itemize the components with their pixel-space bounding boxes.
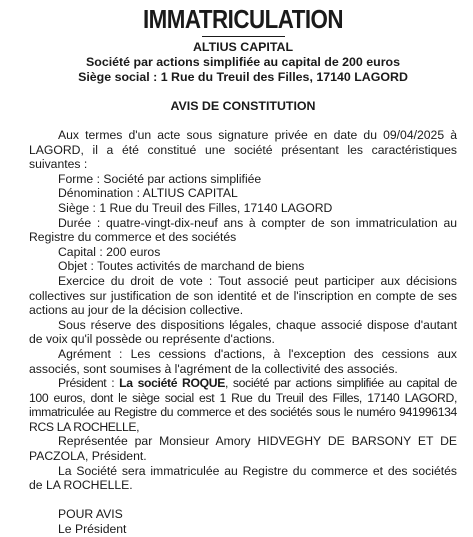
notice-body xyxy=(29,128,457,493)
capital-line: Capital : 200 euros xyxy=(58,244,161,259)
forme-line: Forme : Société par actions simplifiée xyxy=(58,171,262,186)
company-seat: Siège social : 1 Rue du Treuil des Filles, 17140 LAGORD xyxy=(78,70,408,84)
notice-heading: AVIS DE CONSTITUTION xyxy=(170,99,316,113)
signoff-pour-avis: POUR AVIS xyxy=(58,507,123,522)
title-divider xyxy=(202,36,285,37)
page-title: IMMATRICULATION xyxy=(142,4,344,34)
president-prefix: Président : xyxy=(58,376,120,391)
spacer xyxy=(29,85,457,99)
signoff-signatory: Le Président xyxy=(58,522,127,537)
signoff xyxy=(29,507,457,536)
agrement-paragraph: Agrément : Les cessions d'actions, à l'exception des cessions aux associés, sont soumises à l'agrément de la collectivité des associés. xyxy=(29,346,457,376)
company-name: ALTIUS CAPITAL xyxy=(192,40,294,54)
president-details: , société par actions simplifiée au capital de 100 euros, dont le siège social est 1 Rue du Treuil des Filles, 17140 LAGORD, immatriculée au Registre du commerce et des sociétés sous le numéro 941996134 RCS LA ROCHELLE, xyxy=(29,376,457,434)
duree-paragraph: Durée : quatre-vingt-dix-neuf ans à compter de son immatriculation au Registre du commerce et des sociétés xyxy=(29,215,457,245)
registration-paragraph: La Société sera immatriculée au Registre du commerce et des sociétés de LA ROCHELLE. xyxy=(29,463,457,493)
president-name: La société ROQUE xyxy=(119,376,225,391)
intro-paragraph: Aux termes d'un acte sous signature privée en date du 09/04/2025 à LAGORD, il a été constitué une société présentant les caractéristiques suivantes : xyxy=(29,128,457,172)
representation-paragraph: Représentée par Monsieur Amory HIDVEGHY DE BARSONY ET DE PACZOLA, Président. xyxy=(29,434,457,464)
siege-line: Siège : 1 Rue du Treuil des Filles, 17140 LAGORD xyxy=(58,200,333,215)
objet-line: Objet : Toutes activités de marchand de biens xyxy=(58,259,305,274)
company-capital: Société par actions simplifiée au capital de 200 euros xyxy=(85,55,401,69)
reserve-paragraph: Sous réserve des dispositions légales, chaque associé dispose d'autant de voix qu'il possède ou représente d'actions. xyxy=(29,317,457,347)
vote-paragraph: Exercice du droit de vote : Tout associé peut participer aux décisions collectives sur justification de son identité et de l'inscription en compte de ses actions au jour de la décision collective. xyxy=(29,273,457,318)
president-paragraph xyxy=(29,376,457,434)
denomination-line: Dénomination : ALTIUS CAPITAL xyxy=(58,186,238,201)
